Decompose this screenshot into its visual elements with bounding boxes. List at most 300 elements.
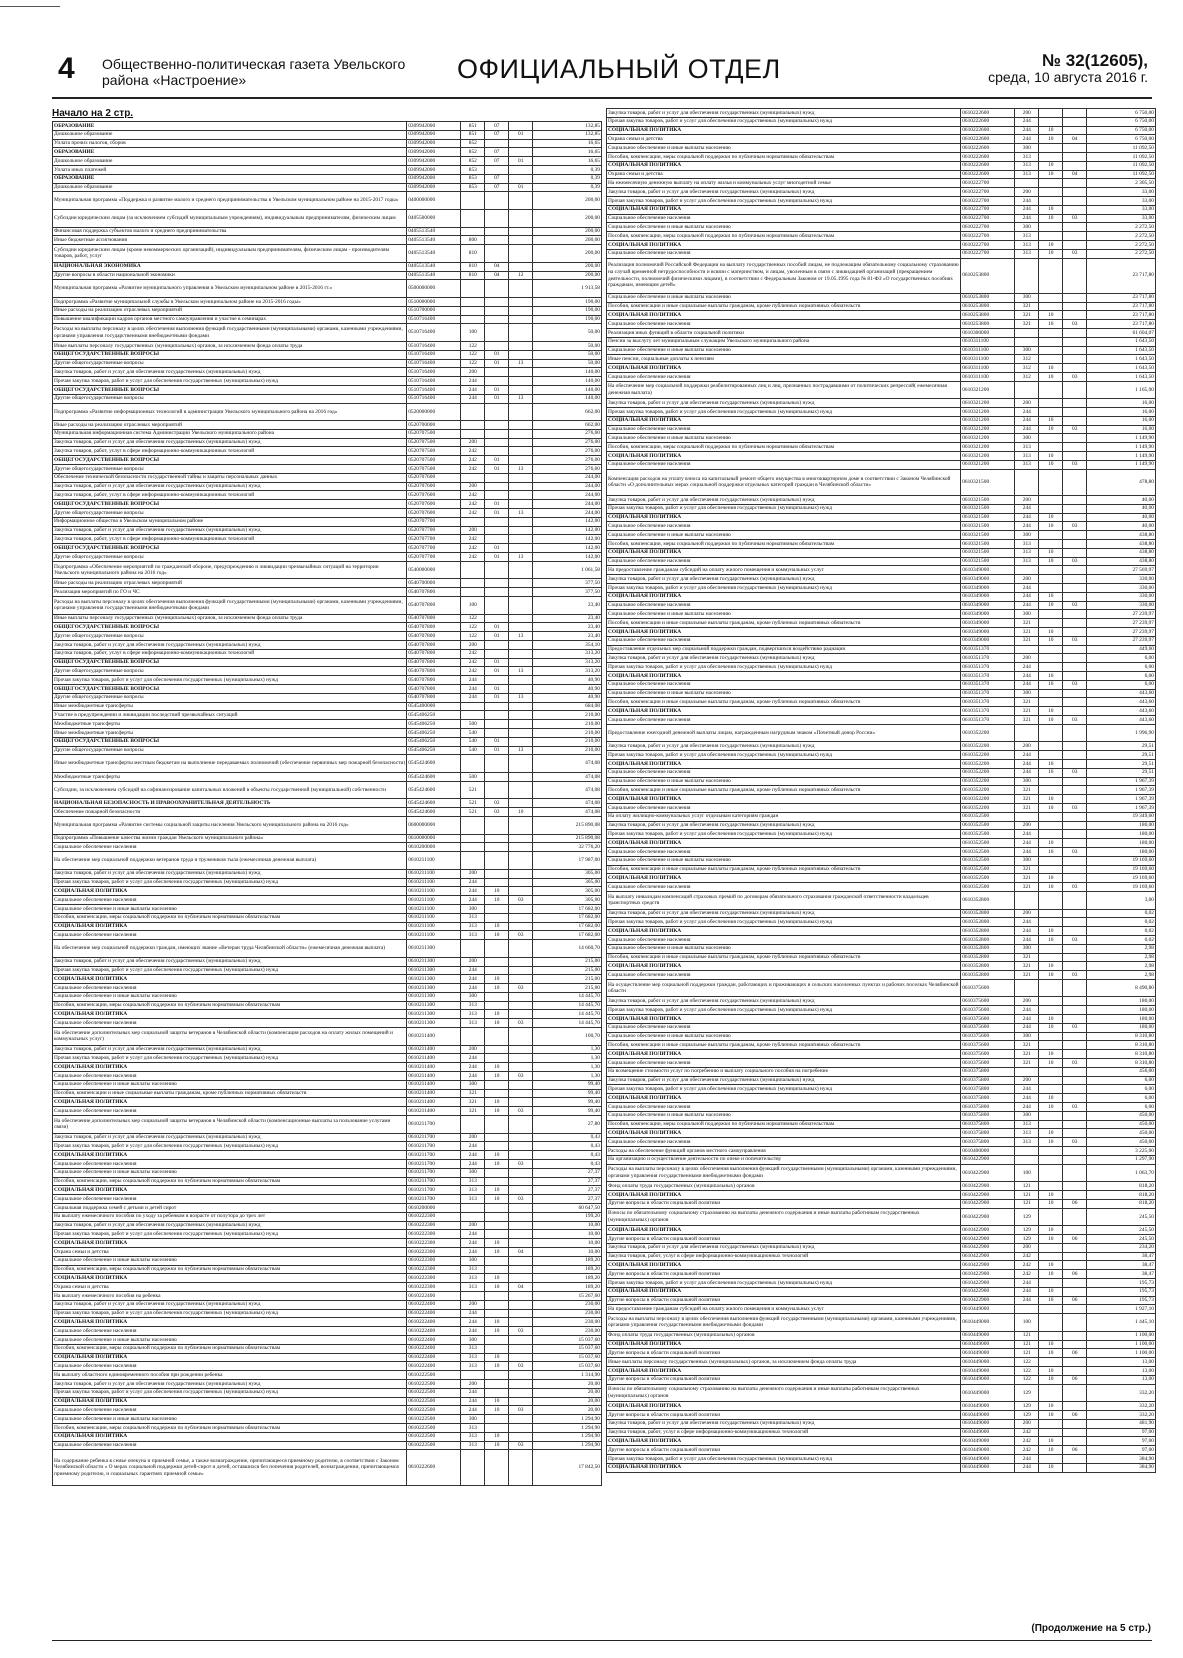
subsection-cell: 03 <box>1063 522 1087 531</box>
expense-type-cell: 242 <box>461 456 485 465</box>
row-name-cell: СОЦИАЛЬНАЯ ПОЛИТИКА <box>607 1463 961 1472</box>
amount-cell: 384,90 <box>1087 1463 1156 1472</box>
section-cell <box>1039 399 1063 408</box>
expense-type-cell <box>461 473 485 482</box>
subsection-cell: 03 <box>1063 715 1087 724</box>
section-cell: 10 <box>1039 874 1063 883</box>
table-row <box>607 109 1156 118</box>
section-cell <box>1039 689 1063 698</box>
row-name-cell: Субсидии юридическим лицам (кроме некоммерческих организаций), индивидуальным предпринимателям, физическим лицам - производителям товаров, работ, услуг <box>53 245 407 263</box>
subsection-cell <box>1063 566 1087 575</box>
row-name-cell: СОЦИАЛЬНАЯ ПОЛИТИКА <box>607 364 961 373</box>
amount-cell: 19 169,60 <box>1087 856 1156 865</box>
section-cell <box>485 1388 509 1397</box>
table-row <box>607 909 1156 918</box>
subsection-cell <box>1063 152 1087 161</box>
section-cell: 07 <box>485 122 509 131</box>
expense-type-cell: 300 <box>1015 531 1039 540</box>
table-row <box>607 346 1156 355</box>
expense-type-cell: 244 <box>461 1406 485 1415</box>
target-code-cell: 0545406250 <box>407 728 461 737</box>
section-cell: 10 <box>1039 883 1063 892</box>
table-row <box>53 913 602 922</box>
subsection-cell: 13 <box>509 632 533 641</box>
row-name-cell: Дошкольное образование <box>53 157 407 166</box>
table-row <box>607 188 1156 197</box>
expense-type-cell <box>461 1450 485 1485</box>
expense-type-cell: 244 <box>1015 1015 1039 1024</box>
amount-cell: 180,00 <box>1087 839 1156 848</box>
amount-cell: 23,40 <box>533 623 602 632</box>
expense-type-cell: 244 <box>1015 1094 1039 1103</box>
section-cell <box>485 1291 509 1300</box>
table-row <box>607 1120 1156 1129</box>
row-name-cell: СОЦИАЛЬНАЯ ПОЛИТИКА <box>53 975 407 984</box>
subsection-cell <box>1063 1463 1087 1472</box>
target-code-cell: 0610222400 <box>407 1344 461 1353</box>
expense-type-cell: 313 <box>461 931 485 940</box>
table-row <box>53 368 602 377</box>
target-code-cell: 0610211700 <box>407 1177 461 1186</box>
expense-type-cell: 242 <box>1015 1446 1039 1455</box>
subsection-cell <box>509 1291 533 1300</box>
target-code-cell: 0610222400 <box>407 1309 461 1318</box>
table-row <box>53 737 602 746</box>
amount-cell: 195,73 <box>1087 1278 1156 1287</box>
section-cell: 01 <box>485 456 509 465</box>
expense-type-cell: 810 <box>461 262 485 271</box>
row-name-cell: Закупка товаров, работ и услуг для обеспечения государственных (муниципальных) нужд <box>53 1045 407 1054</box>
subsection-cell <box>509 1344 533 1353</box>
amount-cell: 210,00 <box>533 720 602 729</box>
expense-type-cell: 313 <box>1015 232 1039 241</box>
row-name-cell: Другие вопросы в области социальной политики <box>607 1270 961 1279</box>
corner-rule <box>0 6 60 7</box>
amount-cell: 29,51 <box>1087 768 1156 777</box>
table-row <box>607 1375 1156 1384</box>
row-name-cell: Социальное обеспечение и иные выплаты населению <box>53 992 407 1001</box>
subsection-cell <box>1063 1155 1087 1164</box>
table-row <box>53 1283 602 1292</box>
target-code-cell: 0520707500 <box>407 438 461 447</box>
subsection-cell <box>509 1388 533 1397</box>
subsection-cell <box>1063 1191 1087 1200</box>
row-name-cell: Прочая закупка товаров, работ и услуг для обеспечения государственных (муниципальных) нужд <box>53 676 407 685</box>
expense-type-cell: 244 <box>461 1230 485 1239</box>
target-code-cell: 0610449000 <box>961 1349 1015 1358</box>
section-cell <box>1039 997 1063 1006</box>
expense-type-cell: 242 <box>1015 1261 1039 1270</box>
table-row <box>607 619 1156 628</box>
section-cell <box>485 561 509 579</box>
amount-cell: 23 717,80 <box>1087 302 1156 311</box>
subsection-cell <box>509 816 533 834</box>
amount-cell: 276,00 <box>533 438 602 447</box>
expense-type-cell <box>461 588 485 597</box>
target-code-cell: 0610400000 <box>961 1147 1015 1156</box>
amount-cell: 61 604,07 <box>1087 328 1156 337</box>
row-name-cell: Межбюджетные трансферты <box>53 772 407 781</box>
expense-type-cell: 242 <box>1015 1252 1039 1261</box>
table-row <box>607 1314 1156 1332</box>
target-code-cell: 0610422900 <box>961 1182 1015 1191</box>
expense-type-cell: 121 <box>1015 1191 1039 1200</box>
expense-type-cell: 244 <box>1015 408 1039 417</box>
expense-type-cell: 244 <box>461 1054 485 1063</box>
target-code-cell: 0610222300 <box>407 1212 461 1221</box>
amount-cell: 474,08 <box>533 781 602 799</box>
amount-cell: 20,00 <box>533 1388 602 1397</box>
page-number: 4 <box>58 52 75 85</box>
amount-cell: 60 647,50 <box>533 1204 602 1213</box>
table-row <box>53 904 602 913</box>
row-name-cell: Закупка товаров, работ и услуг для обеспечения государственных (муниципальных) нужд <box>607 399 961 408</box>
target-code-cell: 0610352200 <box>961 751 1015 760</box>
target-code-cell: 0610352200 <box>961 786 1015 795</box>
section-cell: 10 <box>485 887 509 896</box>
subsection-cell <box>509 1423 533 1432</box>
row-name-cell: На выплату инвалидам компенсаций страховых премий по договорам обязательного страхования гражданской ответственности владельцев транспортных средств <box>607 891 961 909</box>
table-row <box>53 1098 602 1107</box>
section-cell: 10 <box>1039 592 1063 601</box>
table-row <box>607 891 1156 909</box>
row-name-cell: Пособия, компенсации и иные социальные выплаты гражданам, кроме публичных нормативных обязательств <box>607 786 961 795</box>
section-cell: 10 <box>1039 1191 1063 1200</box>
subsection-cell <box>1063 689 1087 698</box>
subsection-cell <box>509 165 533 174</box>
row-name-cell: Социальное обеспечение и иные выплаты населению <box>607 856 961 865</box>
table-row <box>53 271 602 280</box>
subsection-cell <box>1063 1182 1087 1191</box>
subsection-cell <box>1063 126 1087 135</box>
subsection-cell <box>1063 751 1087 760</box>
target-code-cell: 0405513540 <box>407 227 461 236</box>
subsection-cell <box>1063 293 1087 302</box>
target-code-cell: 0309942000 <box>407 183 461 192</box>
section-cell: 10 <box>1039 1402 1063 1411</box>
amount-cell: 2,98 <box>1087 962 1156 971</box>
section-cell <box>1039 1419 1063 1428</box>
expense-type-cell: 300 <box>461 1335 485 1344</box>
target-code-cell: 0610351370 <box>961 654 1015 663</box>
amount-cell: 132,85 <box>533 130 602 139</box>
subsection-cell <box>1063 1085 1087 1094</box>
row-name-cell: Социальное обеспечение населения <box>53 1195 407 1204</box>
target-code-cell: 0520707500 <box>407 456 461 465</box>
expense-type-cell: 313 <box>461 1362 485 1371</box>
section-cell: 10 <box>1039 416 1063 425</box>
amount-cell: 200,00 <box>533 236 602 245</box>
row-name-cell: Закупка товаров, работ и услуг для обеспечения государственных (муниципальных) нужд <box>53 526 407 535</box>
amount-cell: 1 061,58 <box>533 561 602 579</box>
table-row <box>53 808 602 817</box>
subsection-cell <box>509 737 533 746</box>
target-code-cell: 0610311100 <box>961 372 1015 381</box>
amount-cell: 1 149,90 <box>1087 434 1156 443</box>
amount-cell: 215,00 <box>533 966 602 975</box>
target-code-cell: 0610321500 <box>961 540 1015 549</box>
target-code-cell: 0610211400 <box>407 1028 461 1046</box>
subsection-cell <box>1063 469 1087 495</box>
table-row <box>607 636 1156 645</box>
row-name-cell: Закупка товаров, работ и услуг для обеспечения государственных (муниципальных) нужд <box>53 1221 407 1230</box>
table-row <box>53 685 602 694</box>
table-row <box>53 148 602 157</box>
expense-type-cell: 321 <box>1015 311 1039 320</box>
subsection-cell <box>509 447 533 456</box>
target-code-cell: 0610222700 <box>961 240 1015 249</box>
amount-cell: 11 092,50 <box>1087 161 1156 170</box>
section-cell: 07 <box>485 148 509 157</box>
issue-date: среда, 10 августа 2016 г. <box>988 69 1148 85</box>
target-code-cell: 0610449000 <box>961 1419 1015 1428</box>
expense-type-cell <box>1015 724 1039 742</box>
amount-cell: 2 272,50 <box>1087 232 1156 241</box>
section-cell <box>485 324 509 342</box>
row-name-cell: Социальное обеспечение населения <box>607 372 961 381</box>
expense-type-cell: 244 <box>461 975 485 984</box>
expense-type-cell: 122 <box>1015 1375 1039 1384</box>
row-name-cell: Социальное обеспечение и иные выплаты населению <box>607 610 961 619</box>
table-row <box>607 372 1156 381</box>
amount-cell: 313,20 <box>533 658 602 667</box>
amount-cell: 0,02 <box>1087 927 1156 936</box>
subsection-cell <box>509 676 533 685</box>
amount-cell: 354,10 <box>533 641 602 650</box>
row-name-cell: На осуществление мер социальной поддержки граждан, работающих и проживающих в сельских населенных пунктах и рабочих поселках Челябинской области <box>607 979 961 997</box>
table-row <box>53 491 602 500</box>
amount-cell: 1,30 <box>533 1045 602 1054</box>
amount-cell: 14 660,70 <box>533 940 602 958</box>
table-row <box>53 1353 602 1362</box>
table-row <box>607 258 1156 293</box>
row-name-cell: Социальное обеспечение и иные выплаты населению <box>607 1111 961 1120</box>
section-cell: 10 <box>485 975 509 984</box>
expense-type-cell: 313 <box>461 1423 485 1432</box>
table-row <box>607 1147 1156 1156</box>
row-name-cell: СОЦИАЛЬНАЯ ПОЛИТИКА <box>607 161 961 170</box>
table-row <box>607 126 1156 135</box>
expense-type-cell: 200 <box>1015 399 1039 408</box>
expense-type-cell: 500 <box>461 772 485 781</box>
expense-type-cell: 244 <box>461 1388 485 1397</box>
table-row <box>53 482 602 491</box>
amount-cell: 142,00 <box>533 526 602 535</box>
row-name-cell: Другие общегосударственные вопросы <box>53 746 407 755</box>
table-row <box>607 425 1156 434</box>
subsection-cell <box>1063 962 1087 971</box>
row-name-cell: Прочая закупка товаров, работ и услуг для обеспечения государственных (муниципальных) нужд <box>607 830 961 839</box>
expense-type-cell: 313 <box>461 1177 485 1186</box>
section-cell: 01 <box>485 394 509 403</box>
amount-cell: 0,02 <box>1087 909 1156 918</box>
section-cell <box>485 1168 509 1177</box>
section-cell <box>485 728 509 737</box>
amount-cell: 100,70 <box>533 1028 602 1046</box>
expense-type-cell: 200 <box>1015 188 1039 197</box>
subsection-cell <box>509 1010 533 1019</box>
table-row <box>607 1428 1156 1437</box>
expense-type-cell: 321 <box>1015 707 1039 716</box>
target-code-cell: 0610222700 <box>961 205 1015 214</box>
expense-type-cell: 321 <box>461 1089 485 1098</box>
row-name-cell: Социальное обеспечение и иные выплаты населению <box>607 346 961 355</box>
row-name-cell: Социальное обеспечение населения <box>53 1019 407 1028</box>
subsection-cell <box>509 1098 533 1107</box>
section-cell <box>1039 540 1063 549</box>
subsection-cell <box>1063 927 1087 936</box>
subsection-cell <box>1063 610 1087 619</box>
expense-type-cell: 244 <box>461 1063 485 1072</box>
amount-cell: 189,20 <box>533 1256 602 1265</box>
row-name-cell: Социальное обеспечение населения <box>607 971 961 980</box>
target-code-cell: 0610352800 <box>961 927 1015 936</box>
target-code-cell: 0610222300 <box>407 1239 461 1248</box>
section-cell <box>1039 1331 1063 1340</box>
expense-type-cell: 244 <box>461 966 485 975</box>
subsection-cell <box>1063 777 1087 786</box>
row-name-cell: Социальное обеспечение населения <box>53 1362 407 1371</box>
subsection-cell <box>509 869 533 878</box>
subsection-cell: 03 <box>509 931 533 940</box>
expense-type-cell <box>461 403 485 421</box>
target-code-cell: 0540707800 <box>407 623 461 632</box>
subsection-cell <box>1063 1111 1087 1120</box>
expense-type-cell <box>1015 1067 1039 1076</box>
row-name-cell: Пособия, компенсации, меры социальной поддержки по публичным нормативным обязательствам <box>53 913 407 922</box>
section-cell <box>485 614 509 623</box>
row-name-cell: ОБЩЕГОСУДАРСТВЕННЫЕ ВОПРОСЫ <box>53 623 407 632</box>
target-code-cell: 0610449000 <box>961 1402 1015 1411</box>
section-cell <box>485 588 509 597</box>
target-code-cell: 0610300000 <box>961 328 1015 337</box>
row-name-cell: Реализация мероприятий по ГО и ЧС <box>53 588 407 597</box>
target-code-cell: 0540707800 <box>407 597 461 615</box>
amount-cell: 16,65 <box>533 157 602 166</box>
table-row <box>53 509 602 518</box>
table-row <box>607 452 1156 461</box>
section-cell: 10 <box>1039 935 1063 944</box>
expense-type-cell: 313 <box>1015 540 1039 549</box>
row-name-cell: Закупка товаров, работ и услуг для обеспечения государственных (муниципальных) нужд <box>53 1133 407 1142</box>
section-cell <box>485 597 509 615</box>
target-code-cell: 0309942000 <box>407 122 461 131</box>
row-name-cell: Реализация иных функций в области социальной политики <box>607 328 961 337</box>
expense-type-cell <box>1015 179 1039 188</box>
table-row <box>607 364 1156 373</box>
subsection-cell <box>1063 443 1087 452</box>
section-cell: 03 <box>485 799 509 808</box>
section-cell: 10 <box>485 1283 509 1292</box>
row-name-cell: ОБРАЗОВАНИЕ <box>53 148 407 157</box>
table-row <box>607 1402 1156 1411</box>
target-code-cell: 0610253800 <box>961 293 1015 302</box>
subsection-cell <box>1063 592 1087 601</box>
subsection-cell <box>1063 795 1087 804</box>
table-row <box>53 236 602 245</box>
expense-type-cell: 300 <box>1015 346 1039 355</box>
subsection-cell <box>1063 839 1087 848</box>
row-name-cell: Закупка товаров, работ и услуг для обеспечения государственных (муниципальных) нужд <box>607 909 961 918</box>
target-code-cell: 0545406250 <box>407 746 461 755</box>
expense-type-cell: 244 <box>1015 416 1039 425</box>
table-row <box>607 293 1156 302</box>
expense-type-cell: 321 <box>1015 1041 1039 1050</box>
table-row <box>607 575 1156 584</box>
section-cell <box>485 1204 509 1213</box>
subsection-cell <box>1063 452 1087 461</box>
expense-type-cell: 321 <box>1015 628 1039 637</box>
expense-type-cell: 300 <box>1015 144 1039 153</box>
section-cell <box>1039 575 1063 584</box>
table-row <box>53 429 602 438</box>
table-row <box>607 117 1156 126</box>
target-code-cell: 0610211100 <box>407 904 461 913</box>
continued-note: (Продолжение на 5 стр.) <box>1031 1623 1151 1634</box>
subsection-cell <box>509 1054 533 1063</box>
expense-type-cell: 244 <box>461 1151 485 1160</box>
target-code-cell: 0610352200 <box>961 795 1015 804</box>
row-name-cell: ОБРАЗОВАНИЕ <box>53 174 407 183</box>
section-cell: 10 <box>1039 249 1063 258</box>
amount-cell: 2 272,50 <box>1087 223 1156 232</box>
section-cell <box>1039 1111 1063 1120</box>
amount-cell: 305,00 <box>533 878 602 887</box>
target-code-cell: 0610375800 <box>961 1076 1015 1085</box>
amount-cell: 29,51 <box>1087 751 1156 760</box>
row-name-cell: Подпрограмма «Развитие информационных технологий в администрации Увельского муниципального района на 2016 год» <box>53 403 407 421</box>
section-cell: 10 <box>1039 1437 1063 1446</box>
expense-type-cell: 244 <box>461 1397 485 1406</box>
amount-cell: 818,20 <box>1087 1191 1156 1200</box>
amount-cell: 1,30 <box>533 1054 602 1063</box>
expense-type-cell: 244 <box>1015 1085 1039 1094</box>
target-code-cell: 0610349000 <box>961 566 1015 575</box>
expense-type-cell <box>461 517 485 526</box>
subsection-cell <box>509 1116 533 1134</box>
table-row <box>607 1358 1156 1367</box>
row-name-cell: Участие в предупреждении и ликвидации последствий чрезвычайных ситуаций <box>53 711 407 720</box>
table-row <box>53 579 602 588</box>
table-row <box>53 174 602 183</box>
row-name-cell: Дошкольное образование <box>53 183 407 192</box>
target-code-cell: 0510716400 <box>407 324 461 342</box>
subsection-cell <box>509 975 533 984</box>
target-code-cell: 0610253800 <box>961 320 1015 329</box>
section-cell <box>485 869 509 878</box>
subsection-cell: 03 <box>1063 847 1087 856</box>
expense-type-cell: 313 <box>461 1265 485 1274</box>
subsection-cell <box>1063 364 1087 373</box>
table-row <box>53 975 602 984</box>
subsection-cell <box>509 1204 533 1213</box>
row-name-cell: Закупка товаров, работ и услуг для обеспечения государственных (муниципальных) нужд <box>607 654 961 663</box>
subsection-cell <box>1063 1076 1087 1085</box>
expense-type-cell: 244 <box>461 1160 485 1169</box>
target-code-cell: 0610222500 <box>407 1432 461 1441</box>
section-cell <box>485 1371 509 1380</box>
amount-cell: 27 569,97 <box>1087 566 1156 575</box>
table-row <box>53 1080 602 1089</box>
expense-type-cell <box>1015 258 1039 293</box>
target-code-cell: 0610422900 <box>961 1235 1015 1244</box>
table-row <box>53 447 602 456</box>
table-row <box>53 192 602 210</box>
expense-type-cell: 313 <box>1015 240 1039 249</box>
table-row <box>53 500 602 509</box>
row-name-cell: Пособия, компенсации, меры социальной поддержки по публичным нормативным обязательствам <box>607 443 961 452</box>
amount-cell: 38,47 <box>1087 1261 1156 1270</box>
